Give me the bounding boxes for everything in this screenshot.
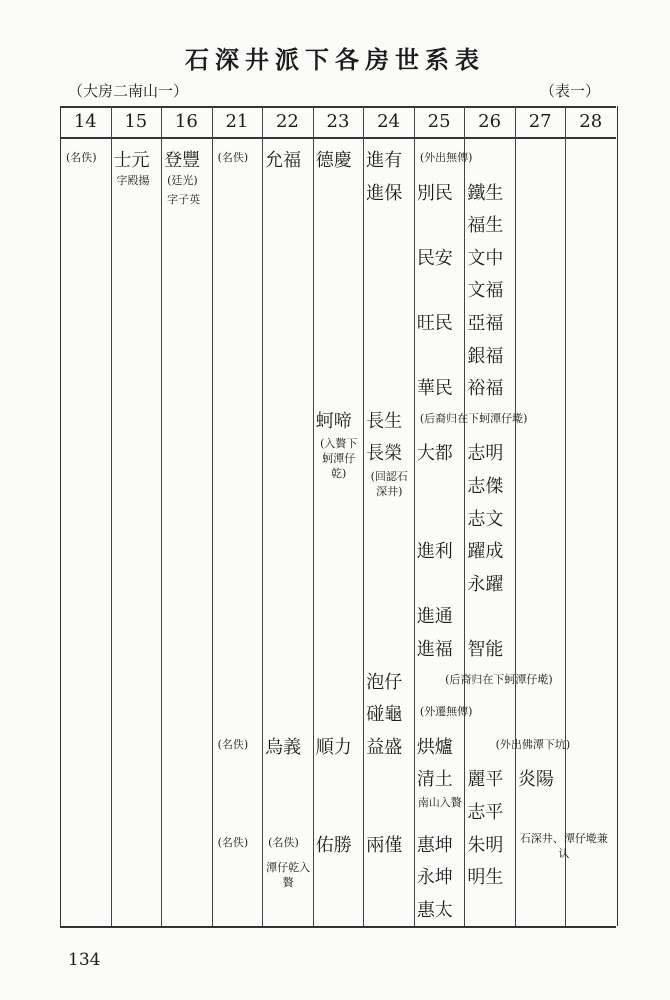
entry-name: 明生 bbox=[467, 867, 504, 889]
table-rule bbox=[60, 926, 616, 928]
entry-name: 兩僅 bbox=[366, 834, 403, 856]
entry-name: 志平 bbox=[467, 802, 504, 823]
column-header: 14 bbox=[73, 111, 97, 132]
entry-note: (廷光) bbox=[167, 173, 198, 187]
entry-name: 碰龜 bbox=[366, 704, 403, 726]
entry-name: 益盛 bbox=[366, 736, 403, 758]
entry-name: 長生 bbox=[366, 410, 403, 432]
column-divider bbox=[363, 106, 364, 926]
entry-name: 順力 bbox=[315, 736, 352, 758]
entry-name: 炎陽 bbox=[517, 769, 554, 791]
entry-name: 旺民 bbox=[416, 313, 453, 334]
entry-note: (名佚) bbox=[217, 151, 249, 164]
entry-note: (后裔归在下蚵潭仔墘) bbox=[419, 411, 528, 425]
entry-name: 進利 bbox=[416, 541, 453, 563]
column-header: 24 bbox=[377, 111, 400, 132]
entry-name: 大都 bbox=[416, 443, 453, 465]
column-header: 16 bbox=[174, 111, 198, 132]
entry-note: (后裔归在下蚵潭仔墘) bbox=[445, 672, 553, 686]
entry-note: 南山入贅 bbox=[417, 795, 462, 809]
entry-name: 進福 bbox=[416, 639, 453, 660]
entry-note: (名佚) bbox=[217, 737, 249, 751]
entry-note: (名佚) bbox=[217, 835, 249, 849]
column-divider bbox=[313, 106, 314, 926]
entry-name: 永躍 bbox=[467, 573, 504, 595]
entry-name: 亞福 bbox=[467, 313, 504, 334]
entry-name: 佑勝 bbox=[315, 834, 352, 856]
page-title: 石深井派下各房世系表 bbox=[185, 45, 485, 74]
column-header: 25 bbox=[427, 111, 451, 132]
column-divider bbox=[262, 106, 263, 926]
entry-name: 文中 bbox=[467, 247, 504, 269]
column-header: 22 bbox=[275, 111, 299, 132]
entry-name: 登豐 bbox=[164, 150, 201, 171]
table-rule bbox=[60, 106, 616, 108]
entry-name: 智能 bbox=[467, 639, 504, 660]
entry-name: 進有 bbox=[366, 150, 403, 171]
column-header: 21 bbox=[225, 111, 249, 132]
column-divider bbox=[464, 106, 465, 926]
entry-name: 裕福 bbox=[467, 378, 504, 400]
entry-name: 惠坤 bbox=[416, 834, 453, 856]
table-subtitle: （大房二南山一） bbox=[68, 82, 189, 100]
table-rule bbox=[60, 137, 616, 139]
entry-name: 志傑 bbox=[467, 476, 504, 497]
entry-note: (外出佛潭下坑) bbox=[495, 737, 571, 751]
entry-note: (回認石深井) bbox=[370, 469, 408, 498]
column-divider bbox=[565, 106, 566, 926]
entry-note: (名佚) bbox=[268, 835, 299, 849]
entry-name: 躍成 bbox=[467, 541, 504, 563]
entry-name: 泡仔 bbox=[366, 671, 403, 693]
entry-note: (外出無傳) bbox=[419, 151, 473, 164]
entry-note: 潭仔乾入贅 bbox=[266, 860, 311, 889]
column-header: 26 bbox=[478, 111, 502, 132]
entry-name: 志明 bbox=[467, 443, 504, 465]
entry-name: 華民 bbox=[416, 378, 453, 400]
column-divider bbox=[161, 106, 162, 926]
column-header: 23 bbox=[326, 111, 350, 132]
entry-name: 進保 bbox=[366, 182, 403, 204]
entry-name: 德慶 bbox=[315, 150, 352, 171]
entry-note: 字子英 bbox=[167, 193, 201, 207]
entry-name: 朱明 bbox=[467, 834, 504, 856]
entry-name: 士元 bbox=[113, 150, 150, 171]
entry-name: 進通 bbox=[416, 606, 453, 628]
column-divider bbox=[212, 106, 213, 926]
entry-name: 烘爐 bbox=[416, 736, 453, 758]
entry-name: 文福 bbox=[467, 280, 504, 302]
entry-name: 允福 bbox=[265, 150, 302, 171]
entry-name: 銀福 bbox=[467, 345, 504, 367]
column-header: 15 bbox=[124, 111, 148, 132]
entry-name: 民安 bbox=[416, 247, 453, 269]
entry-note: (名佚) bbox=[66, 151, 97, 164]
page-number: 134 bbox=[68, 950, 101, 970]
entry-name: 麗平 bbox=[467, 769, 504, 791]
entry-name: 惠太 bbox=[416, 899, 453, 921]
entry-name: 志文 bbox=[467, 508, 504, 530]
entry-name: 蚵啼 bbox=[315, 410, 352, 432]
entry-note: (外遷無傳) bbox=[419, 705, 473, 719]
entry-note: (入贅下蚵潭仔乾) bbox=[320, 437, 358, 481]
genealogy-table bbox=[60, 106, 618, 926]
column-header: 27 bbox=[528, 111, 552, 132]
column-divider bbox=[515, 106, 516, 926]
entry-name: 別民 bbox=[416, 182, 453, 204]
entry-name: 烏義 bbox=[265, 736, 302, 758]
entry-note: 字殿揚 bbox=[116, 173, 150, 187]
entry-name: 福生 bbox=[467, 215, 504, 237]
column-header: 28 bbox=[579, 111, 603, 132]
entry-name: 清土 bbox=[416, 769, 453, 791]
entry-name: 永坤 bbox=[416, 867, 453, 889]
table-number: （表一） bbox=[540, 82, 601, 100]
entry-name: 長榮 bbox=[366, 443, 403, 465]
entry-name: 鐵生 bbox=[467, 182, 504, 204]
column-divider bbox=[111, 106, 112, 926]
entry-note: 石深井、潭仔墘兼认 bbox=[519, 831, 608, 860]
column-divider bbox=[414, 106, 415, 926]
